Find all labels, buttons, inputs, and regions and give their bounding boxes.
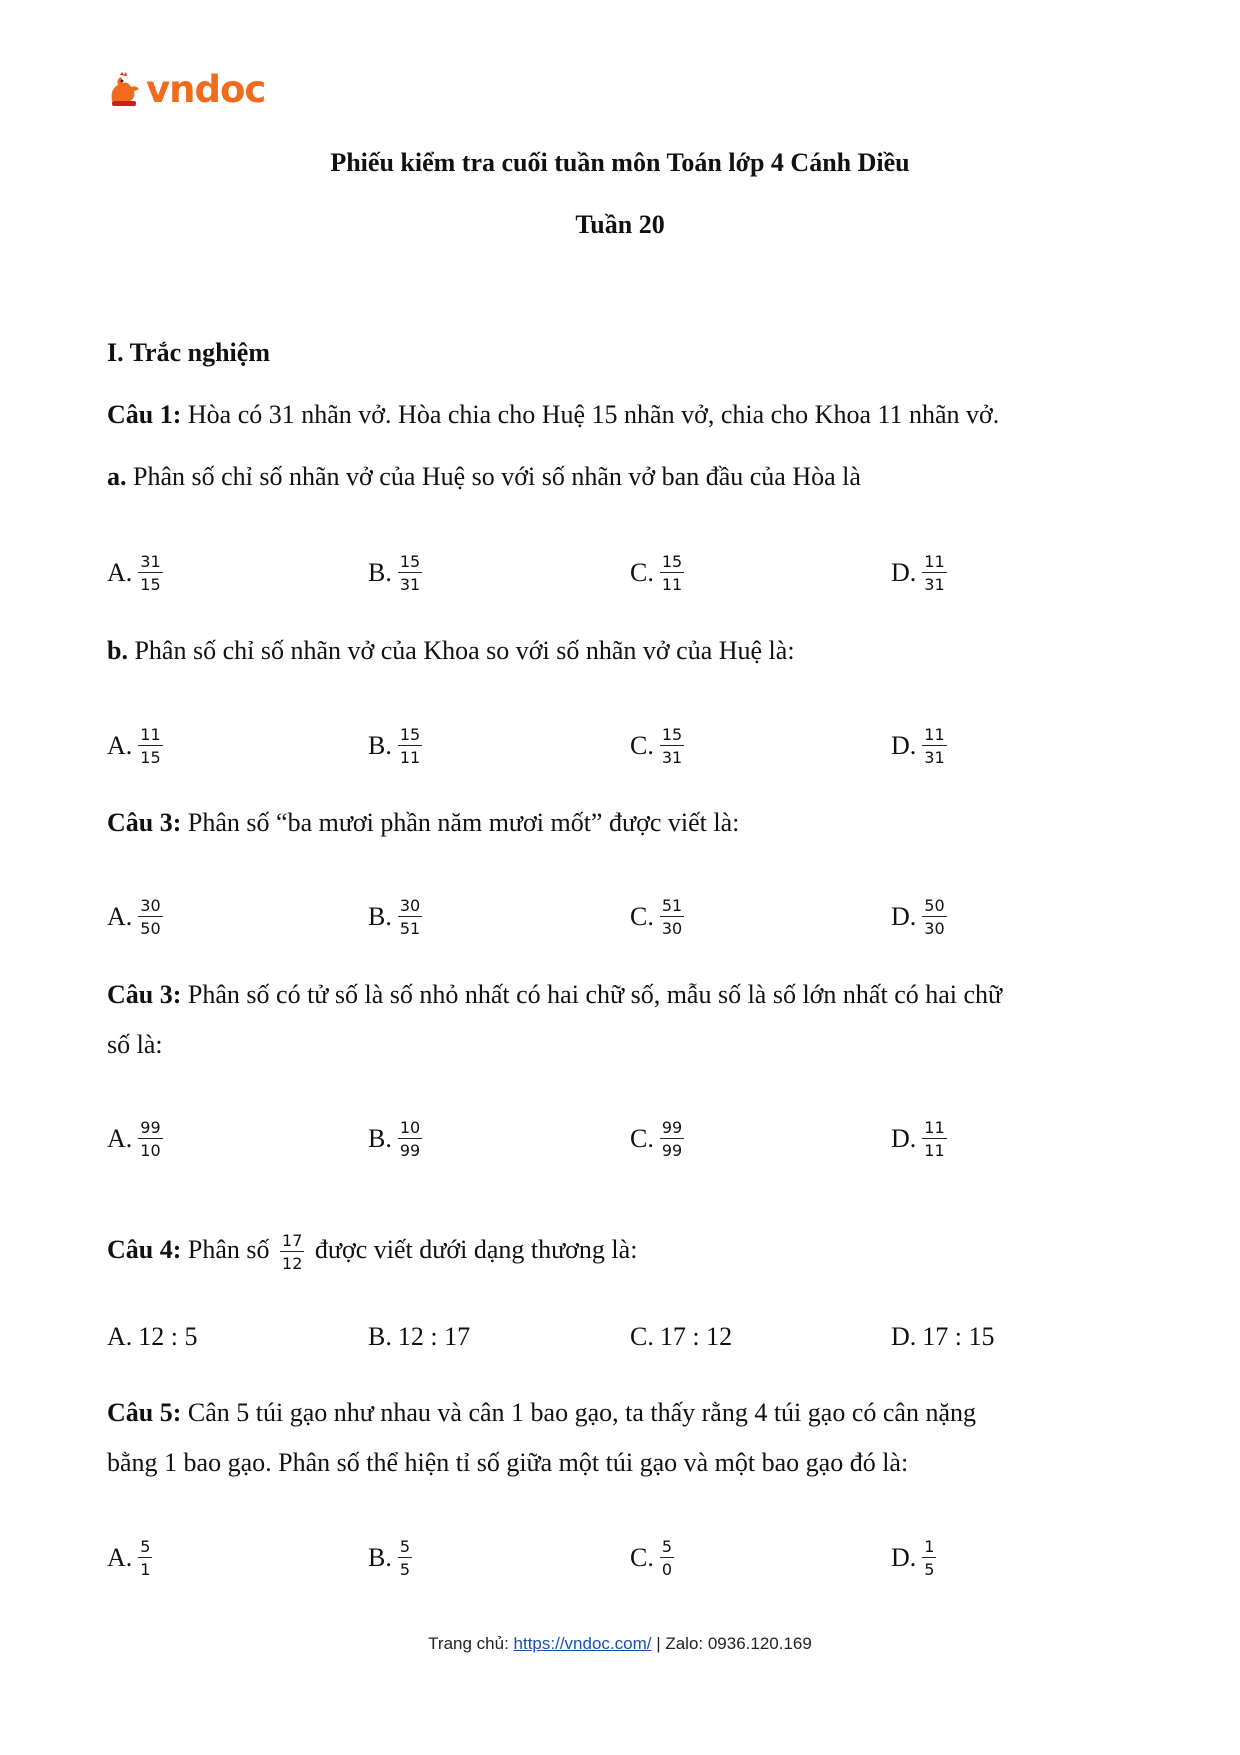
question-text: Phân số xyxy=(181,1235,277,1264)
option-letter: B. xyxy=(368,1322,392,1351)
option-letter: D. xyxy=(891,731,917,760)
fraction xyxy=(280,1232,304,1272)
option-value: 17 : 12 xyxy=(659,1322,733,1351)
option-value: 12 : 17 xyxy=(397,1322,471,1351)
option-value: 12 : 5 xyxy=(138,1322,198,1351)
numerator: 11 xyxy=(924,725,945,744)
denominator: 30 xyxy=(661,919,683,938)
option-letter: B. xyxy=(368,558,392,587)
denominator: 31 xyxy=(924,575,945,594)
denominator: 11 xyxy=(924,1141,945,1160)
denominator: 31 xyxy=(661,748,683,767)
option-value: 17 : 15 xyxy=(922,1322,995,1351)
question-label: Câu 5: xyxy=(107,1398,182,1427)
fraction xyxy=(398,1538,412,1578)
option-letter: C. xyxy=(630,1543,654,1572)
option-letter: A. xyxy=(107,1543,133,1572)
numerator: 10 xyxy=(399,1118,421,1137)
footer-prefix: Trang chủ: xyxy=(428,1634,514,1653)
fraction xyxy=(922,1119,946,1159)
question-1 xyxy=(107,400,999,430)
denominator: 15 xyxy=(140,748,161,767)
fraction xyxy=(922,897,946,937)
numerator: 15 xyxy=(399,725,421,744)
option-letter: C. xyxy=(630,558,654,587)
question-1b xyxy=(107,636,795,666)
fraction xyxy=(398,726,422,766)
numerator: 30 xyxy=(140,896,161,915)
question-text: Cân 5 túi gạo như nhau và cân 1 bao gạo, ta thấy rằng 4 túi gạo có cân nặng xyxy=(181,1398,976,1427)
denominator: 0 xyxy=(661,1560,673,1579)
page-subtitle: Tuần 20 xyxy=(575,210,665,239)
numerator: 5 xyxy=(661,1537,673,1556)
numerator: 17 xyxy=(282,1231,303,1251)
option-letter: B. xyxy=(368,902,392,931)
numerator: 1 xyxy=(924,1537,935,1556)
option-letter: A. xyxy=(107,1322,133,1351)
numerator: 99 xyxy=(661,1118,683,1137)
denominator: 30 xyxy=(924,919,945,938)
question-text: Phân số có tử số là số nhỏ nhất có hai chữ số, mẫu số là số lớn nhất có hai chữ xyxy=(181,980,1003,1009)
numerator: 5 xyxy=(140,1537,151,1556)
question-4 xyxy=(107,1230,637,1272)
option-letter: A. xyxy=(107,558,133,587)
denominator: 15 xyxy=(140,575,161,594)
option-a[interactable] xyxy=(107,897,163,937)
denominator: 31 xyxy=(924,748,945,767)
numerator: 11 xyxy=(140,725,161,744)
question-label: b. xyxy=(107,636,128,665)
option-c[interactable] xyxy=(630,1322,732,1352)
fraction xyxy=(660,1538,674,1578)
option-b[interactable] xyxy=(368,1119,422,1159)
denominator: 99 xyxy=(661,1141,683,1160)
logo-wordmark: vndoc xyxy=(146,68,266,111)
option-d[interactable] xyxy=(891,1322,995,1352)
option-c[interactable] xyxy=(630,897,684,937)
option-a[interactable] xyxy=(107,553,163,593)
fraction xyxy=(660,553,684,593)
option-a[interactable] xyxy=(107,1538,152,1578)
denominator: 10 xyxy=(140,1141,161,1160)
option-d[interactable] xyxy=(891,1538,936,1578)
rooster-icon xyxy=(106,71,144,109)
fraction xyxy=(660,1119,684,1159)
numerator: 11 xyxy=(924,1118,945,1137)
question-label: a. xyxy=(107,462,127,491)
option-c[interactable] xyxy=(630,1538,674,1578)
option-letter: D. xyxy=(891,558,917,587)
question-text: Hòa có 31 nhãn vở. Hòa chia cho Huệ 15 nhãn vở, chia cho Khoa 11 nhãn vở. xyxy=(181,400,1000,429)
option-d[interactable] xyxy=(891,1119,947,1159)
option-d[interactable] xyxy=(891,726,947,766)
numerator: 30 xyxy=(399,896,421,915)
fraction xyxy=(138,1119,162,1159)
option-c[interactable] xyxy=(630,553,684,593)
page-footer xyxy=(0,1634,1240,1654)
option-letter: A. xyxy=(107,1124,133,1153)
denominator: 51 xyxy=(399,919,421,938)
question-5 xyxy=(107,1398,976,1428)
question-label: Câu 4: xyxy=(107,1235,182,1264)
numerator: 11 xyxy=(924,552,945,571)
denominator: 31 xyxy=(399,575,421,594)
denominator: 5 xyxy=(399,1560,411,1579)
denominator: 5 xyxy=(924,1560,935,1579)
option-d[interactable] xyxy=(891,553,947,593)
option-a[interactable] xyxy=(107,1119,163,1159)
fraction xyxy=(398,553,422,593)
section-heading: I. Trắc nghiệm xyxy=(107,338,270,367)
option-letter: A. xyxy=(107,731,133,760)
option-letter: C. xyxy=(630,1124,654,1153)
option-b[interactable] xyxy=(368,897,422,937)
option-letter: D. xyxy=(891,1322,917,1351)
numerator: 15 xyxy=(661,725,683,744)
fraction xyxy=(660,726,684,766)
option-b[interactable] xyxy=(368,1322,470,1352)
option-letter: A. xyxy=(107,902,133,931)
numerator: 51 xyxy=(661,896,683,915)
denominator: 99 xyxy=(399,1141,421,1160)
homepage-link[interactable]: https://vndoc.com/ xyxy=(513,1634,652,1653)
fraction xyxy=(922,1538,936,1578)
denominator: 1 xyxy=(140,1560,151,1579)
question-1a xyxy=(107,462,861,492)
denominator: 50 xyxy=(140,919,161,938)
option-b[interactable] xyxy=(368,726,422,766)
option-d[interactable] xyxy=(891,897,947,937)
option-letter: C. xyxy=(630,1322,654,1351)
question-label: Câu 1: xyxy=(107,400,182,429)
fraction xyxy=(922,726,946,766)
numerator: 5 xyxy=(399,1537,411,1556)
question-5-continued: bằng 1 bao gạo. Phân số thể hiện tỉ số giữa một túi gạo và một bao gạo đó là: xyxy=(107,1448,909,1477)
numerator: 15 xyxy=(661,552,683,571)
question-label: Câu 3: xyxy=(107,980,182,1009)
option-c[interactable] xyxy=(630,726,684,766)
question-3b xyxy=(107,980,1002,1010)
numerator: 99 xyxy=(140,1118,161,1137)
question-text: Phân số “ba mươi phần năm mươi mốt” được viết là: xyxy=(181,808,740,837)
footer-contact: | Zalo: 0936.120.169 xyxy=(651,1634,812,1653)
option-letter: C. xyxy=(630,731,654,760)
question-3b-continued: số là: xyxy=(107,1030,163,1059)
option-letter: B. xyxy=(368,1124,392,1153)
question-text: Phân số chỉ số nhãn vở của Khoa so với số nhãn vở của Huệ là: xyxy=(127,636,795,665)
fraction xyxy=(138,553,162,593)
numerator: 31 xyxy=(140,552,161,571)
fraction xyxy=(660,897,684,937)
option-c[interactable] xyxy=(630,1119,684,1159)
fraction xyxy=(138,897,162,937)
option-letter: B. xyxy=(368,731,392,760)
question-text: được viết dưới dạng thương là: xyxy=(308,1235,638,1264)
fraction xyxy=(398,897,422,937)
option-letter: D. xyxy=(891,902,917,931)
option-b[interactable] xyxy=(368,553,422,593)
fraction xyxy=(138,726,162,766)
denominator: 12 xyxy=(282,1254,303,1274)
page-title: Phiếu kiểm tra cuối tuần môn Toán lớp 4 Cánh Diều xyxy=(330,148,910,177)
question-label: Câu 3: xyxy=(107,808,182,837)
numerator: 50 xyxy=(924,896,945,915)
vndoc-logo xyxy=(106,70,265,110)
fraction xyxy=(138,1538,152,1578)
option-b[interactable] xyxy=(368,1538,412,1578)
numerator: 15 xyxy=(399,552,421,571)
denominator: 11 xyxy=(399,748,421,767)
option-a[interactable] xyxy=(107,1322,198,1352)
question-text: Phân số chỉ số nhãn vở của Huệ so với số nhãn vở ban đầu của Hòa là xyxy=(126,462,861,491)
fraction xyxy=(398,1119,422,1159)
question-3a xyxy=(107,808,739,838)
option-letter: D. xyxy=(891,1543,917,1572)
option-letter: C. xyxy=(630,902,654,931)
option-a[interactable] xyxy=(107,726,163,766)
fraction xyxy=(922,553,946,593)
option-letter: B. xyxy=(368,1543,392,1572)
option-letter: D. xyxy=(891,1124,917,1153)
denominator: 11 xyxy=(661,575,683,594)
